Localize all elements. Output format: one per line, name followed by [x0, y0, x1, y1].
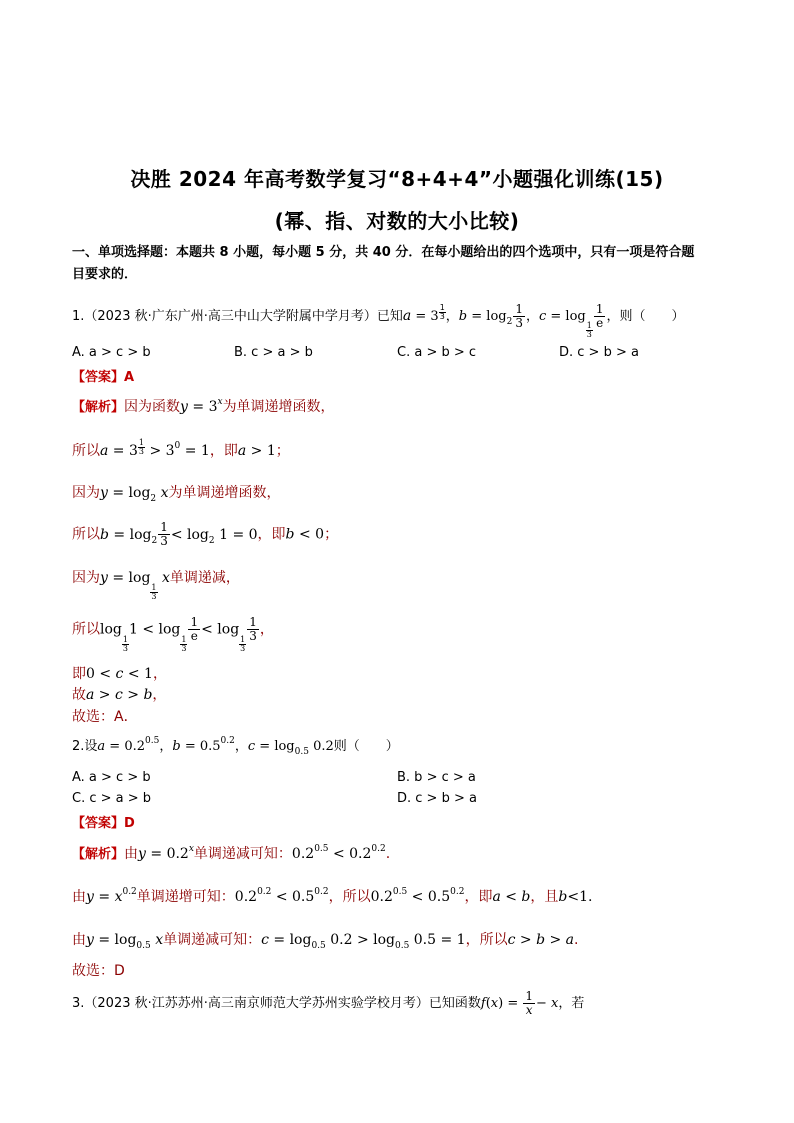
q1-analysis-line7: 即0 < c < 1， — [72, 666, 167, 682]
question-1-stem: 1.（2023 秋·广东广州·高三中山大学附属中学月考）已知a = 3 $\frac{1}{3}$ ，$b = \log_2$ $\frac{1}{3}$ ，c = log $\frac{1}{3}$ $\frac{1}{e}$ ，则（ ） — [72, 302, 685, 339]
q1-analysis-line3: 因为$y = \log_2 x$为单调递增函数， — [72, 485, 281, 504]
q2-analysis-line2: 由$y = x^{0.2}$单调递增可知：$0.2^{0.2} < 0.5^{0.2}$，所以$0.2^{0.5} < 0.5^{0.2}$，即a < b，且b<1. — [72, 887, 593, 905]
q2-option-c: C. c > a > b — [72, 791, 152, 806]
section-heading-line1: 一、单项选择题：本题共 8 小题，每小题 5 分，共 40 分．在每小题给出的四个选项中，只有一项是符合题 — [72, 245, 695, 260]
section-heading-line2: 目要求的． — [72, 267, 138, 282]
page-title: 决胜 2024 年高考数学复习“8+4+4”小题强化训练(15) — [130, 167, 664, 191]
q1-analysis-line8: 故a > c > b， — [72, 687, 167, 703]
question-3-stem: 3.（2023 秋·江苏苏州·高三南京师范大学苏州实验学校月考）已知函数f(x) = $\frac{1}{x}$ − x，若 — [72, 989, 585, 1017]
q2-answer: 【答案】D — [72, 816, 135, 831]
q1-answer: 【答案】A — [72, 370, 135, 385]
q2-option-b: B. b > c > a — [397, 770, 476, 785]
page-subtitle: (幂、指、对数的大小比较) — [274, 209, 520, 233]
q2-analysis-line1: 【解析】由$y = 0.2^x$单调递减可知：$0.2^{0.5} < 0.2^{0.2}$. — [72, 844, 391, 862]
q1-analysis-line2: 所以a = 3 $\frac{1}{3}$ > $3^0 = 1$，即a > 1； — [72, 438, 290, 459]
q1-option-a: A. a > c > b — [72, 345, 151, 360]
q2-analysis-conclusion: 故选：D — [72, 963, 125, 979]
q2-analysis-line3: 由$y = \log_{0.5} x$单调递减可知：$c = \log_{0.5} 0.2 > \log_{0.5} 0.5 = 1$，所以c > b > a. — [72, 932, 579, 951]
q1-option-d: D. c > b > a — [559, 345, 639, 360]
q1-analysis-conclusion: 故选：A． — [72, 709, 138, 725]
q1-option-b: B. c > a > b — [234, 345, 313, 360]
q1-analysis-line6: 所以log $\frac{1}{3}$ 1 < log $\frac{1}{3}$ $\frac{1}{e}$ < log $\frac{1}{3}$ $\frac{1}{3}$ ， — [72, 615, 274, 653]
q2-option-a: A. a > c > b — [72, 770, 151, 785]
q1-analysis-line5: 因为y = log $\frac{1}{3}$ x单调递减， — [72, 570, 240, 601]
q2-option-d: D. c > b > a — [397, 791, 477, 806]
q1-option-c: C. a > b > c — [397, 345, 477, 360]
q1-analysis-line4: 所以$b = \log_2$ $\frac{1}{3}$ < $\log_2 1 = 0$，即b < 0； — [72, 520, 339, 548]
question-2-stem: 2.设$a = 0.2^{0.5}$，$b = 0.5^{0.2}$，$c = \log_{0.5} 0.2$则（ ） — [72, 736, 399, 757]
q1-analysis-line1: 【解析】因为函数$y = 3^x$为单调递增函数， — [72, 397, 335, 415]
